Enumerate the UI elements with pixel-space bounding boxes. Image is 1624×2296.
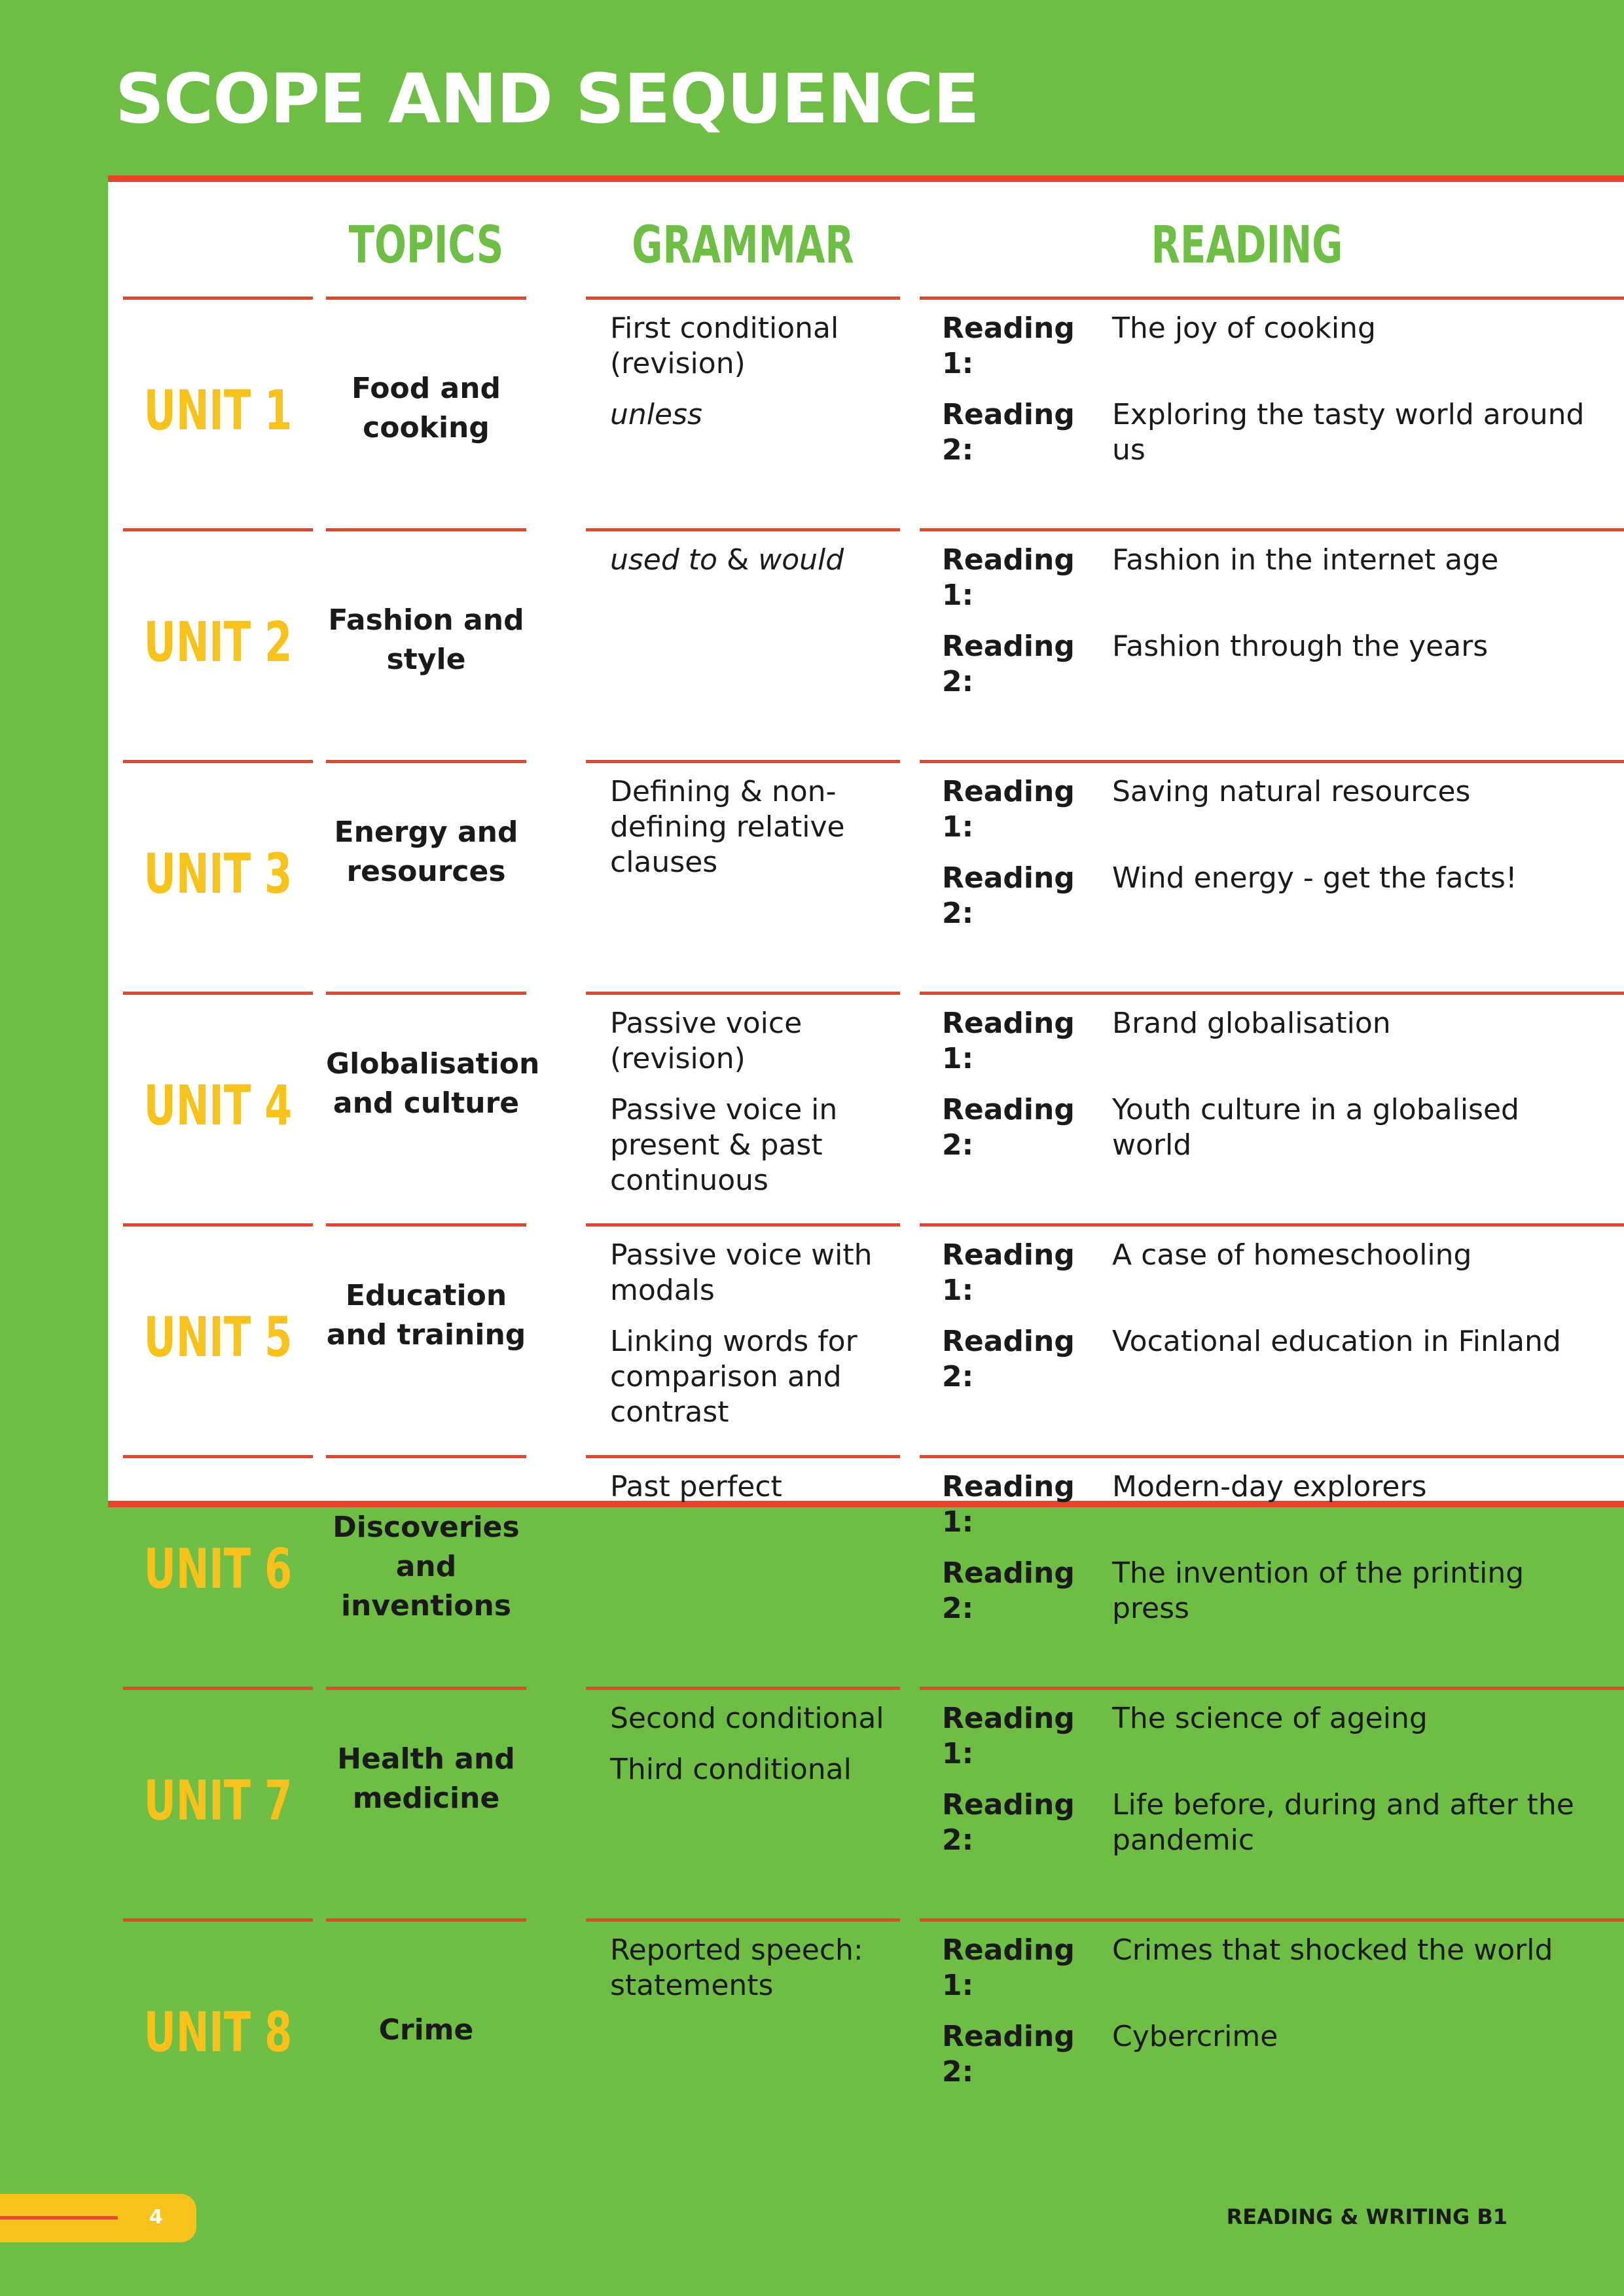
grammar-term: would: [758, 543, 844, 577]
reading-title: Crimes that shocked the world: [1112, 1933, 1553, 1967]
reading-label: Reading 1:: [942, 1007, 1075, 1075]
row-divider: [123, 1687, 313, 1690]
unit-grammar: [610, 1006, 918, 1214]
row-divider: [920, 1223, 1624, 1227]
reading-title: The science of ageing: [1112, 1702, 1428, 1735]
row-divider: [326, 1918, 526, 1922]
grammar-item: Defining & non-defining relative clauses: [610, 775, 845, 879]
reading-label: Reading 2:: [942, 398, 1075, 467]
unit-topic: Food and cooking: [351, 372, 501, 444]
unit-topic: Crime: [378, 2013, 474, 2047]
reading-label: Reading 2:: [942, 1093, 1075, 1162]
reading-label: Reading 1:: [942, 543, 1075, 612]
grammar-item: Passive voice (revision): [610, 1007, 803, 1075]
unit-topic: Health and medicine: [337, 1742, 515, 1815]
unit-reading: [942, 311, 1597, 484]
reading-title: Brand globalisation: [1112, 1007, 1391, 1040]
footer-divider: [0, 2216, 118, 2219]
row-divider: [586, 992, 900, 995]
row-divider: [326, 760, 526, 763]
unit-grammar: [610, 1933, 918, 2019]
reading-title: The invention of the printing press: [1112, 1556, 1525, 1625]
row-divider: [920, 1918, 1624, 1922]
reading-label: Reading 2:: [942, 630, 1075, 698]
reading-entry: [942, 1324, 1597, 1395]
reading-entry: [942, 629, 1597, 700]
reading-entry: [942, 311, 1597, 382]
reading-entry: [942, 1933, 1597, 2003]
unit-reading: [942, 1701, 1597, 1874]
row-divider: [920, 992, 1624, 995]
row-divider: [920, 760, 1624, 763]
reading-title: Exploring the tasty world around us: [1112, 398, 1585, 467]
grammar-item: Reported speech: statements: [610, 1933, 863, 2002]
reading-title: Modern-day explorers: [1112, 1470, 1427, 1503]
row-divider: [586, 1918, 900, 1922]
unit-grammar: [610, 1238, 918, 1446]
unit-reading: [942, 1933, 1597, 2106]
row-divider: [586, 1687, 900, 1690]
row-divider: [920, 296, 1624, 300]
grammar-item: Linking words for comparison and contrast: [610, 1325, 857, 1429]
reading-label: Reading 2:: [942, 861, 1075, 930]
grammar-term: used to: [610, 543, 717, 577]
unit-topic: Discoveries and inventions: [333, 1511, 520, 1623]
reading-title: Fashion through the years: [1112, 630, 1489, 663]
column-header-topics: TOPICS: [348, 216, 504, 275]
reading-entry: [942, 2019, 1597, 2090]
grammar-item: Third conditional: [610, 1753, 852, 1786]
reading-title: Saving natural resources: [1112, 775, 1471, 808]
reading-title: Wind energy - get the facts!: [1112, 861, 1517, 895]
unit-topic: Energy and resources: [334, 816, 518, 888]
reading-entry: [942, 774, 1597, 845]
unit-label: UNIT 8: [143, 2000, 293, 2064]
row-divider: [326, 992, 526, 995]
row-divider: [586, 296, 900, 300]
reading-label: Reading 1:: [942, 312, 1075, 380]
unit-grammar: [610, 774, 918, 896]
row-divider: [123, 1918, 313, 1922]
grammar-item: First conditional (revision): [610, 312, 839, 380]
reading-label: Reading 1:: [942, 1470, 1075, 1539]
reading-title: Youth culture in a globalised world: [1112, 1093, 1519, 1162]
reading-entry: [942, 1787, 1597, 1858]
reading-entry: [942, 543, 1597, 613]
row-divider: [123, 528, 313, 531]
reading-label: Reading 2:: [942, 1556, 1075, 1625]
row-divider: [920, 528, 1624, 531]
row-divider: [920, 1455, 1624, 1458]
reading-entry: [942, 1006, 1597, 1077]
unit-label: UNIT 6: [143, 1537, 293, 1601]
reading-label: Reading 1:: [942, 1933, 1075, 2002]
row-divider: [586, 760, 900, 763]
reading-title: Vocational education in Finland: [1112, 1325, 1561, 1358]
unit-label: UNIT 5: [143, 1305, 293, 1369]
unit-topic: Education and training: [326, 1279, 526, 1352]
row-divider: [326, 528, 526, 531]
row-divider: [123, 296, 313, 300]
unit-topic: Fashion and style: [328, 603, 524, 676]
unit-reading: [942, 543, 1597, 715]
reading-title: Life before, during and after the pandemic: [1112, 1788, 1574, 1857]
row-divider: [123, 992, 313, 995]
grammar-item: Second conditional: [610, 1702, 884, 1735]
unit-reading: [942, 1469, 1597, 1642]
grammar-item: Passive voice in present & past continuous: [610, 1093, 838, 1197]
unit-grammar: [610, 1701, 918, 1803]
row-divider: [326, 1223, 526, 1227]
grammar-item: Passive voice with modals: [610, 1238, 873, 1307]
row-divider: [586, 1455, 900, 1458]
reading-entry: [942, 1238, 1597, 1308]
reading-entry: [942, 1701, 1597, 1772]
series-title: READING & WRITING B1: [1226, 2204, 1507, 2229]
grammar-item: [610, 543, 918, 578]
reading-label: Reading 1:: [942, 775, 1075, 844]
unit-label: UNIT 2: [143, 610, 293, 674]
reading-title: Fashion in the internet age: [1112, 543, 1499, 577]
unit-reading: [942, 774, 1597, 947]
page-title: SCOPE AND SEQUENCE: [115, 59, 979, 139]
reading-entry: [942, 397, 1597, 468]
reading-label: Reading 2:: [942, 2020, 1075, 2089]
row-divider: [586, 528, 900, 531]
unit-reading: [942, 1238, 1597, 1410]
row-divider: [123, 760, 313, 763]
page-number: 4: [149, 2206, 163, 2229]
row-divider: [920, 1687, 1624, 1690]
unit-reading: [942, 1006, 1597, 1179]
scope-table: [108, 175, 1624, 2089]
row-divider: [326, 296, 526, 300]
unit-topic: Globalisation and culture: [326, 1047, 540, 1120]
row-divider: [326, 1455, 526, 1458]
reading-label: Reading 1:: [942, 1702, 1075, 1770]
unit-label: UNIT 1: [143, 378, 293, 442]
reading-entry: [942, 1469, 1597, 1540]
reading-title: A case of homeschooling: [1112, 1238, 1472, 1272]
row-divider: [123, 1223, 313, 1227]
column-header-grammar: GRAMMAR: [632, 216, 854, 275]
reading-entry: [942, 1556, 1597, 1626]
grammar-item: unless: [610, 398, 702, 431]
unit-grammar: [610, 1469, 918, 1520]
row-divider: [326, 1687, 526, 1690]
row-divider: [123, 1455, 313, 1458]
reading-entry: [942, 1092, 1597, 1163]
grammar-connector: &: [717, 543, 759, 577]
grammar-item: Past perfect: [610, 1470, 782, 1503]
unit-grammar: [610, 543, 918, 594]
unit-label: UNIT 7: [143, 1768, 293, 1833]
reading-label: Reading 1:: [942, 1238, 1075, 1307]
reading-label: Reading 2:: [942, 1788, 1075, 1857]
reading-title: Cybercrime: [1112, 2020, 1278, 2053]
reading-title: The joy of cooking: [1112, 312, 1376, 345]
column-header-reading: READING: [1151, 216, 1343, 275]
reading-label: Reading 2:: [942, 1325, 1075, 1393]
row-divider: [586, 1223, 900, 1227]
unit-grammar: [610, 311, 918, 448]
unit-label: UNIT 4: [143, 1073, 293, 1138]
reading-entry: [942, 861, 1597, 931]
unit-label: UNIT 3: [143, 842, 293, 906]
